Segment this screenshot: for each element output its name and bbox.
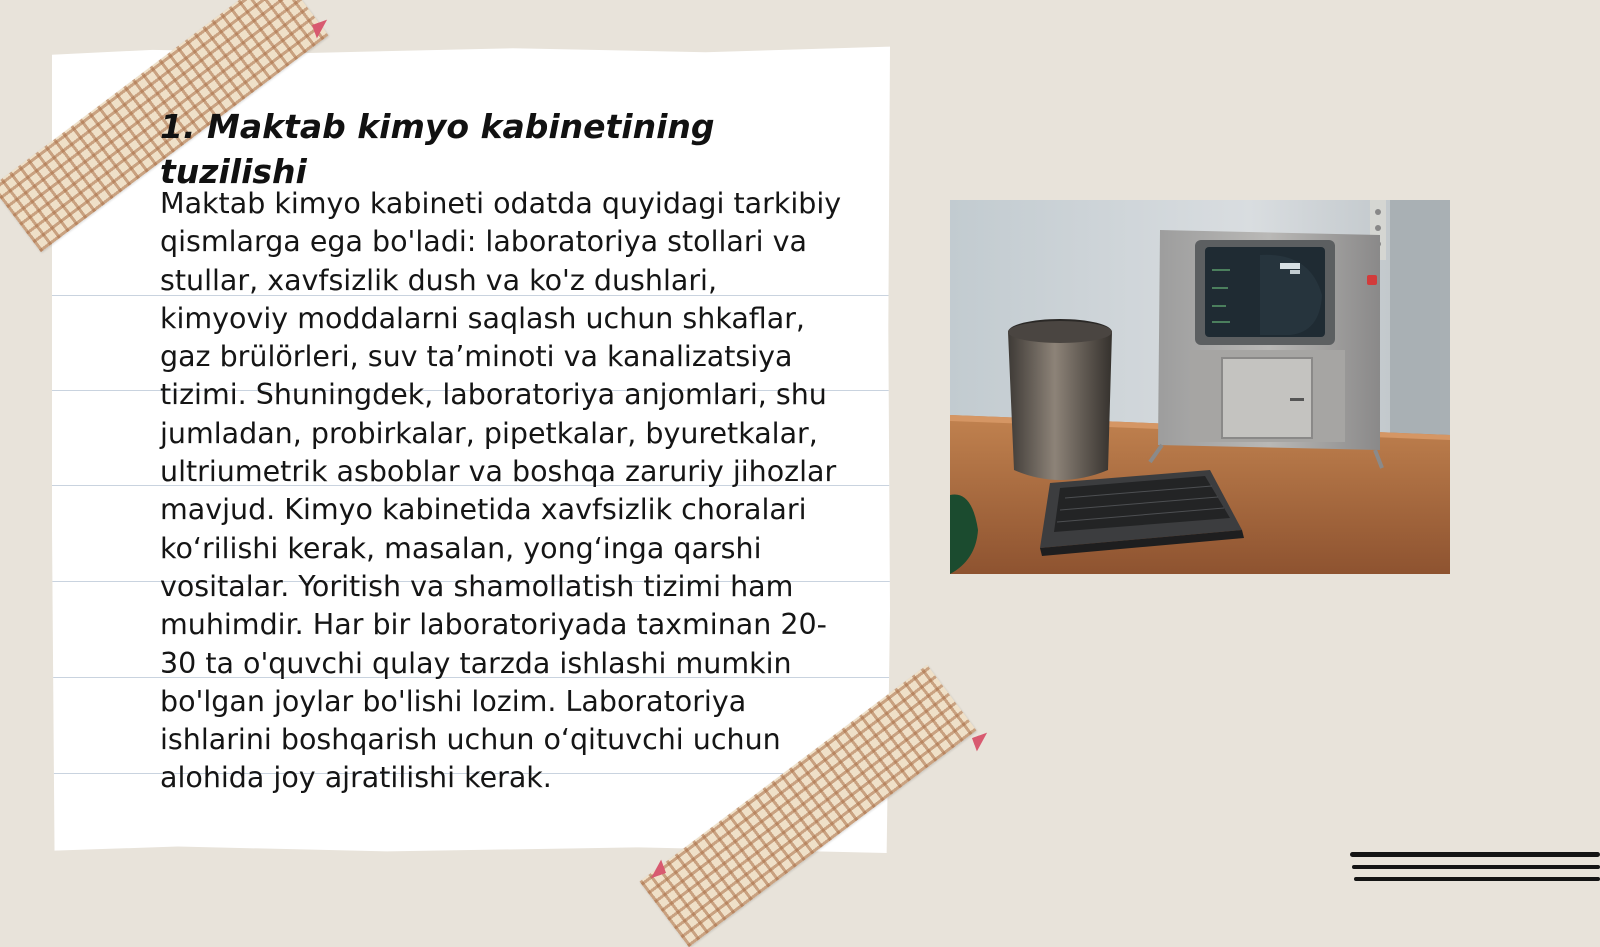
computer-photo (950, 200, 1450, 574)
decorative-line (1352, 865, 1600, 869)
slide-body-text: Maktab kimyo kabineti odatda quyidagi tarkibiy qismlarga ega bo'ladi: laboratoriya stollari va stullar, xavfsizlik dush va ko'z dushlari, kimyoviy moddalarni saqlash uchun shkaflar, gaz brülörleri, suv ta’minoti va kanalizatsiya tizimi. Shuningdek, laboratoriya anjomlari, shu jumladan, probirkalar, pipetkalar, byuretkalar, ultriumetrik asboblar va boshqa zaruriy jihozlar mavjud. Kimyo kabinetida xavfsizlik choralari ko‘rilishi kerak, masalan, yong‘inga qarshi vositalar. Yoritish va shamollatish tizimi ham muhimdir. Har bir laboratoriyada taxminan 20-30 ta o'quvchi qulay tarzda ishlashi mumkin bo'lgan joylar bo'lishi lozim. Laboratoriya ishlarini boshqarish uchun o‘qituvchi uchun alohida joy ajratilishi kerak. (160, 187, 842, 795)
decorative-line (1354, 877, 1600, 881)
decorative-line (1350, 852, 1600, 857)
slide-title: 1. Maktab kimyo kabinetining tuzilishi (160, 107, 715, 191)
pin-accent-bottom-right (972, 733, 992, 752)
computer-photo-illustration (950, 200, 1450, 574)
